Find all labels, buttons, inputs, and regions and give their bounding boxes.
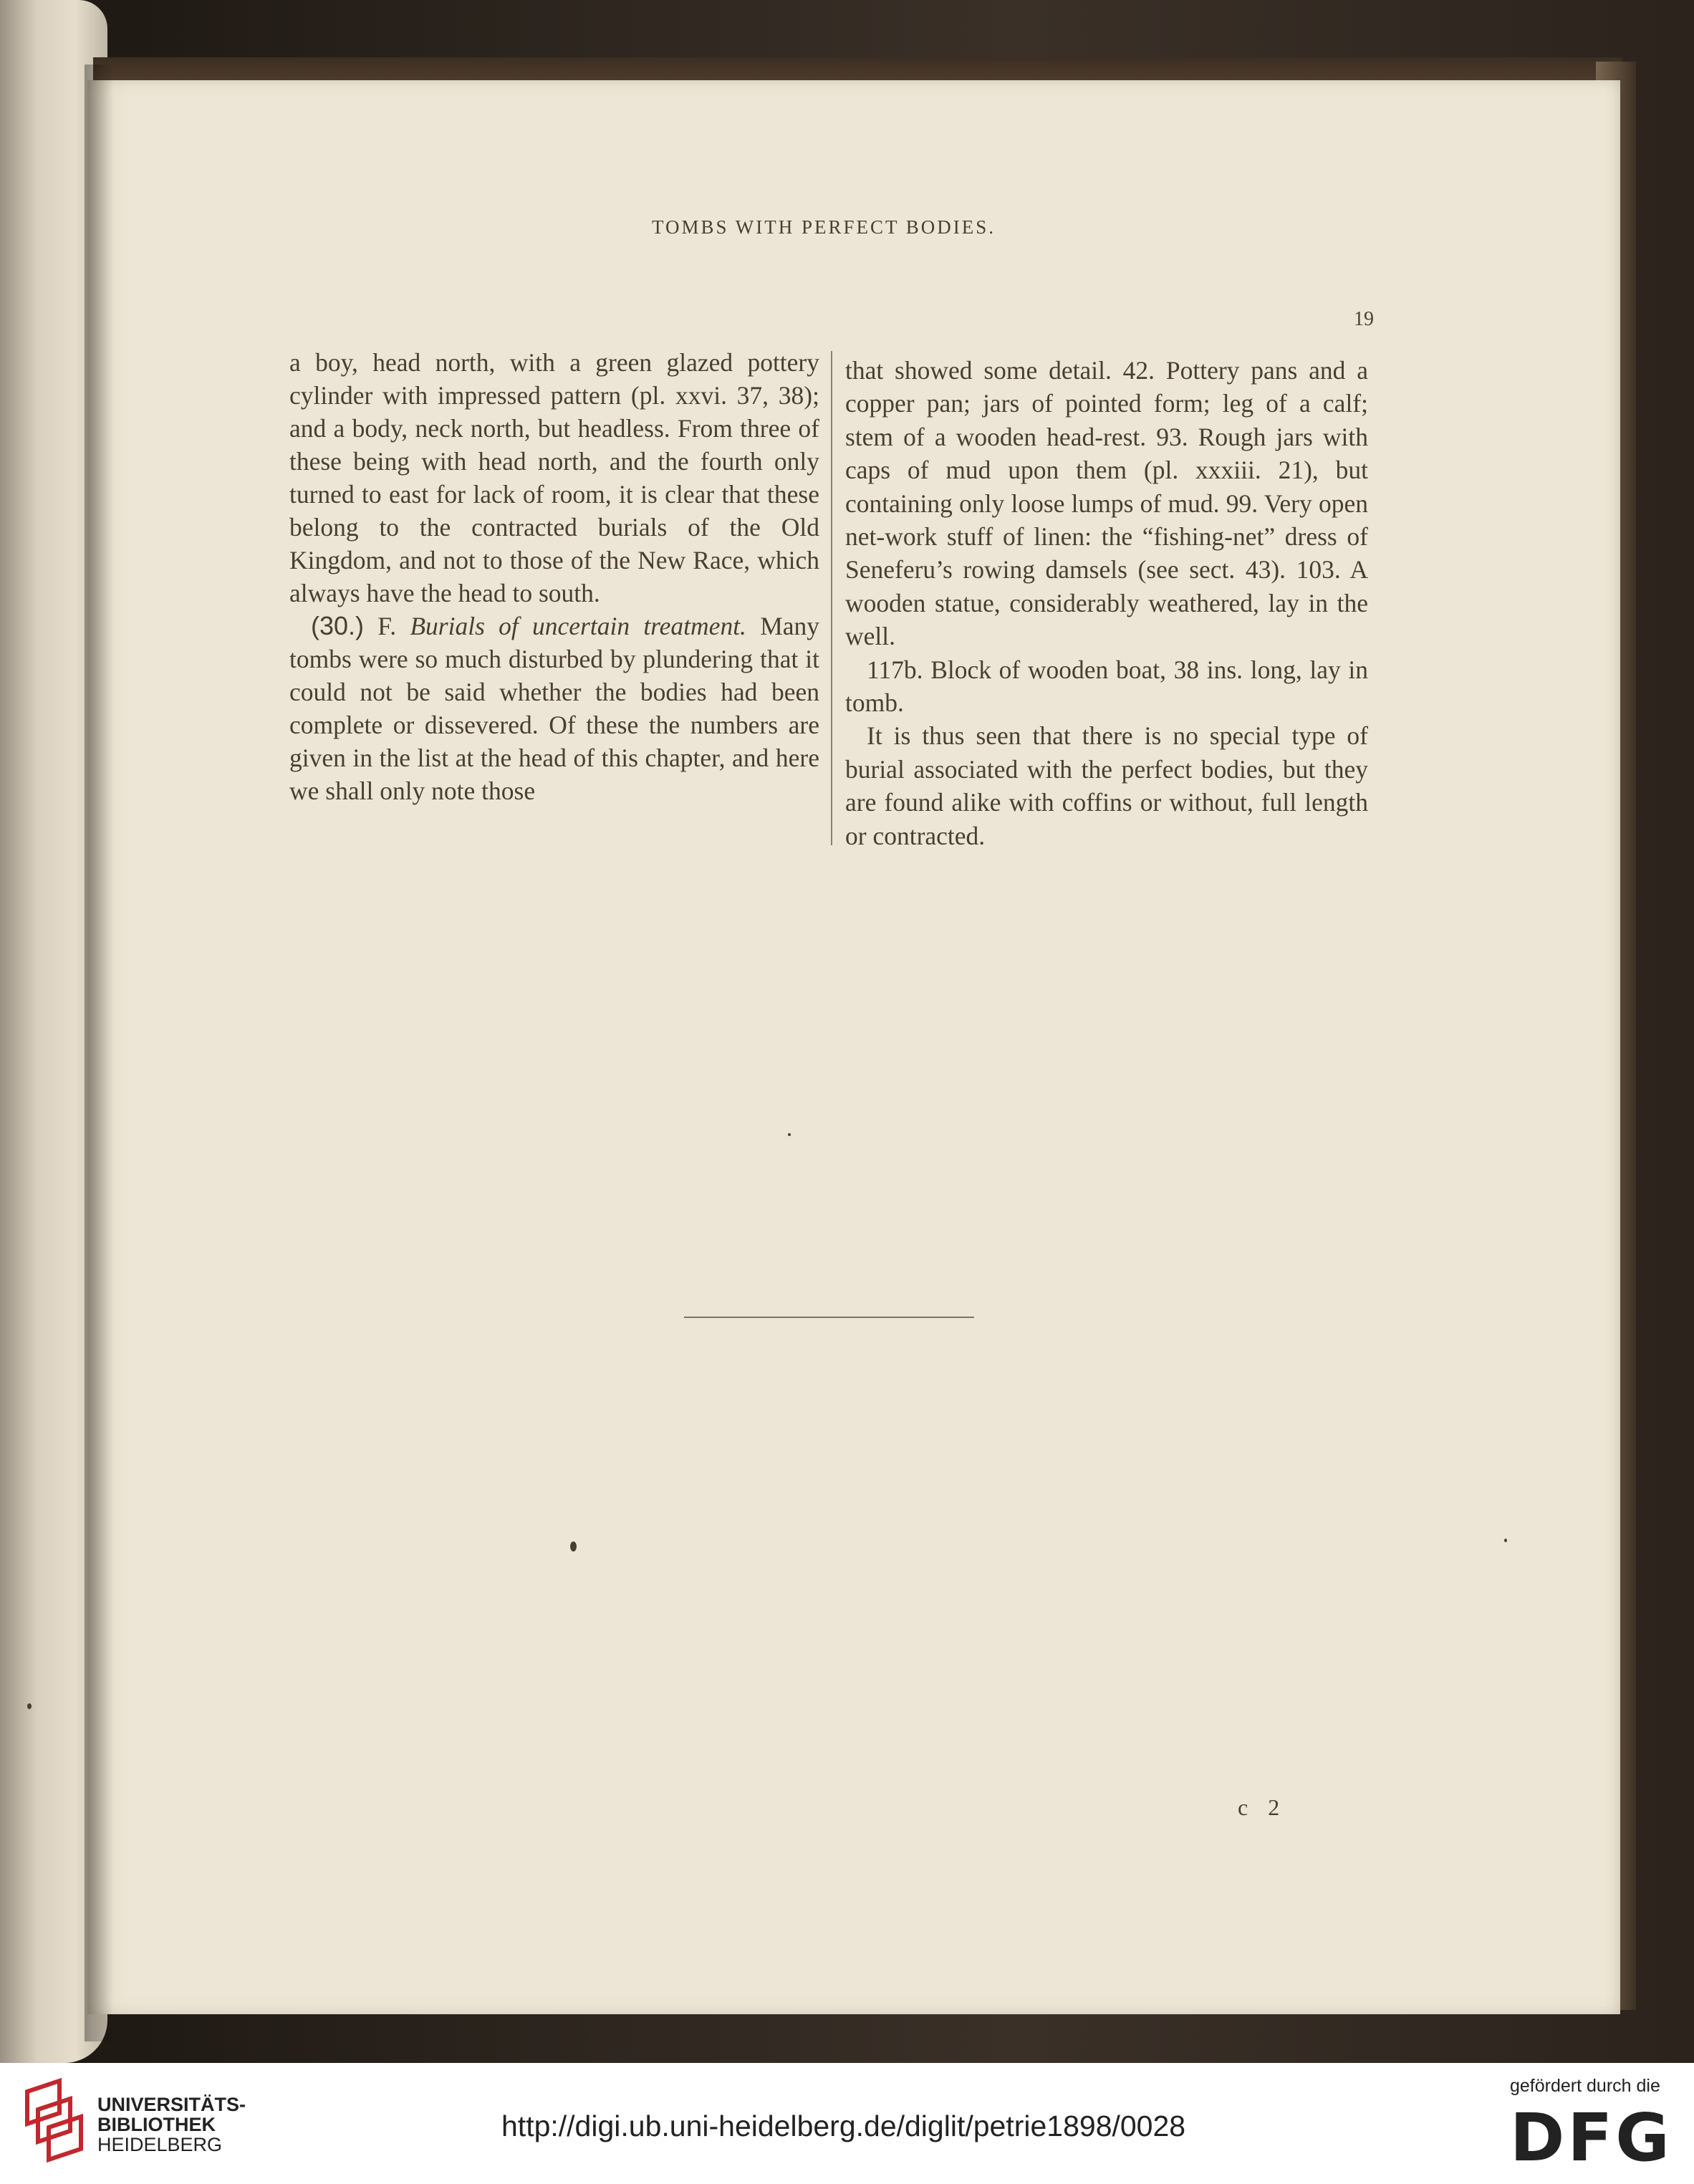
library-name <box>97 2094 246 2155</box>
paragraph <box>289 610 819 807</box>
page-number: 19 <box>1354 308 1374 330</box>
gutter-shadow <box>85 64 113 2041</box>
funded-by-label: gefördert durch die <box>1510 2076 1660 2096</box>
library-name-line: HEIDELBERG <box>97 2134 223 2155</box>
paragraph: It is thus seen that there is no special type of burial associated with the perfect bodies, but they are found alike with coffins or without, full length or contracted. <box>845 721 1368 850</box>
paragraph: that showed some detail. 42. Pottery pans and a copper pan; jars of pointed form; leg of a calf; stem of a wooden head-rest. 93. Rough jars with caps of mud upon them (pl. xxxiii. 21), but containing only loose lumps of mud. 99. Very open net-work stuff of linen: the “fishing-net” dress of Seneferu’s rowing damsels (see sect. 43). 103. A wooden statue, considerably weathered, lay in the well. <box>845 356 1368 651</box>
printer-signature: c 2 <box>1238 1794 1287 1820</box>
paper-speck <box>1504 1539 1507 1542</box>
section-body: Many tombs were so much disturbed by plundering that it could not be said whether the bodies had been complete or dissevered. Of these the numbers are given in the list at the head of this chapter, and here we shall only note those <box>289 612 820 805</box>
footer-bar <box>0 2063 1694 2184</box>
text-column-right <box>845 354 1368 852</box>
paper-speck <box>570 1541 577 1552</box>
library-name-line: UNIVERSITÄTS- <box>97 2094 246 2115</box>
paragraph: 117b. Block of wooden boat, 38 ins. long, lay in tomb. <box>845 655 1368 718</box>
section-title: Burials of uncertain treatment. <box>410 612 746 640</box>
dfg-logo[interactable]: DFG <box>1510 2099 1673 2176</box>
section-number: (30.) <box>311 611 365 640</box>
text-column-left <box>289 346 819 807</box>
library-name-line: BIBLIOTHEK <box>97 2114 216 2135</box>
permalink-url[interactable]: http://digi.ub.uni-heidelberg.de/diglit/petrie1898/0028 <box>501 2110 1186 2142</box>
chapter-end-rule <box>684 1317 974 1318</box>
paragraph: a boy, head north, with a green glazed pottery cylinder with impressed pattern (pl. xxvi. 37, 38); and a body, neck north, but headless. From three of these being with head north, and the fourth only turned to east for lack of room, it is clear that these belong to the contracted burials of the Old Kingdom, and not to those of the New Race, which always have the head to south. <box>289 348 819 607</box>
section-letter: F. <box>377 612 397 640</box>
paper-speck <box>27 1703 32 1709</box>
university-library-logo[interactable] <box>20 2077 85 2165</box>
paper-speck <box>788 1133 791 1136</box>
running-head: TOMBS WITH PERFECT BODIES. <box>651 216 996 238</box>
column-divider <box>831 351 832 845</box>
